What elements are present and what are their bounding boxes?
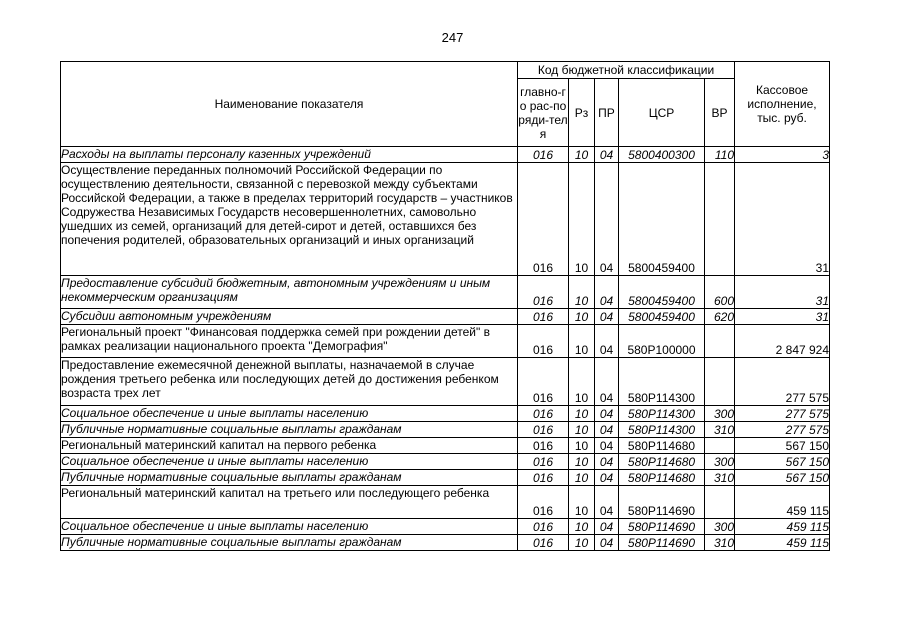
row-rz: 10 <box>569 438 595 454</box>
row-pr: 04 <box>595 519 619 535</box>
row-admin: 016 <box>518 519 569 535</box>
row-name: Осуществление переданных полномочий Российской Федерации по осуществлению деятельности, связанной с перевозкой между субъектами Российской Федерации, а также в пределах территорий государств – участников Содружества Независимых Государств несовершеннолетних, самовольно ушедших из семей, организаций для детей-сирот и детей, оставшихся без попечения родителей, образовательных организаций и иных организаций <box>61 163 518 276</box>
row-name: Региональный материнский капитал на первого ребенка <box>61 438 518 454</box>
row-csr: 580P100000 <box>619 325 705 358</box>
row-amount: 31 <box>735 309 830 325</box>
row-amount: 459 115 <box>735 535 830 551</box>
table-row <box>61 438 830 454</box>
row-admin: 016 <box>518 470 569 486</box>
row-pr: 04 <box>595 325 619 358</box>
row-amount: 3 <box>735 147 830 163</box>
row-admin: 016 <box>518 454 569 470</box>
row-name: Публичные нормативные социальные выплаты гражданам <box>61 470 518 486</box>
row-pr: 04 <box>595 535 619 551</box>
table-row <box>61 454 830 470</box>
row-name: Публичные нормативные социальные выплаты гражданам <box>61 535 518 551</box>
row-admin: 016 <box>518 406 569 422</box>
row-rz: 10 <box>569 535 595 551</box>
row-rz: 10 <box>569 358 595 406</box>
row-pr: 04 <box>595 422 619 438</box>
row-admin: 016 <box>518 486 569 519</box>
row-rz: 10 <box>569 147 595 163</box>
header-indicator-name: Наименование показателя <box>61 62 518 147</box>
row-name: Региональный проект "Финансовая поддержка семей при рождении детей" в рамках реализации национального проекта "Демография" <box>61 325 518 358</box>
row-admin: 016 <box>518 147 569 163</box>
table-row <box>61 519 830 535</box>
header-cash-execution: Кассовое исполнение, тыс. руб. <box>735 62 830 147</box>
row-name: Субсидии автономным учреждениям <box>61 309 518 325</box>
row-pr: 04 <box>595 163 619 276</box>
row-vr <box>705 486 735 519</box>
row-pr: 04 <box>595 486 619 519</box>
table-row <box>61 422 830 438</box>
row-vr <box>705 438 735 454</box>
row-rz: 10 <box>569 470 595 486</box>
row-amount: 31 <box>735 276 830 309</box>
row-csr: 580P114690 <box>619 486 705 519</box>
header-budget-code-group: Код бюджетной классификации <box>518 62 735 79</box>
table-row <box>61 358 830 406</box>
row-vr: 300 <box>705 454 735 470</box>
row-vr: 310 <box>705 535 735 551</box>
row-csr: 580P114690 <box>619 519 705 535</box>
row-csr: 580P114680 <box>619 470 705 486</box>
table-row <box>61 470 830 486</box>
row-csr: 5800400300 <box>619 147 705 163</box>
header-chief-administrator: главно-го рас-поряди-теля <box>518 79 569 147</box>
row-amount: 277 575 <box>735 422 830 438</box>
row-name: Публичные нормативные социальные выплаты гражданам <box>61 422 518 438</box>
row-admin: 016 <box>518 422 569 438</box>
row-pr: 04 <box>595 309 619 325</box>
row-csr: 580P114300 <box>619 422 705 438</box>
row-amount: 567 150 <box>735 470 830 486</box>
row-rz: 10 <box>569 486 595 519</box>
page-number: 247 <box>441 30 464 45</box>
row-vr: 310 <box>705 470 735 486</box>
row-vr: 310 <box>705 422 735 438</box>
table-row <box>61 309 830 325</box>
row-csr: 5800459400 <box>619 309 705 325</box>
row-name: Социальное обеспечение и иные выплаты населению <box>61 519 518 535</box>
table-row <box>61 535 830 551</box>
row-admin: 016 <box>518 276 569 309</box>
row-amount: 567 150 <box>735 454 830 470</box>
row-pr: 04 <box>595 406 619 422</box>
row-vr: 110 <box>705 147 735 163</box>
row-amount: 2 847 924 <box>735 325 830 358</box>
table-row <box>61 276 830 309</box>
row-csr: 580P114680 <box>619 438 705 454</box>
row-rz: 10 <box>569 422 595 438</box>
table-row <box>61 325 830 358</box>
table-row <box>61 406 830 422</box>
row-admin: 016 <box>518 535 569 551</box>
row-pr: 04 <box>595 276 619 309</box>
row-amount: 459 115 <box>735 519 830 535</box>
row-pr: 04 <box>595 147 619 163</box>
row-amount: 567 150 <box>735 438 830 454</box>
row-csr: 580P114680 <box>619 454 705 470</box>
row-admin: 016 <box>518 358 569 406</box>
row-rz: 10 <box>569 163 595 276</box>
row-name: Расходы на выплаты персоналу казенных учреждений <box>61 147 518 163</box>
table-row <box>61 486 830 519</box>
row-admin: 016 <box>518 325 569 358</box>
row-amount: 31 <box>735 163 830 276</box>
row-admin: 016 <box>518 163 569 276</box>
row-rz: 10 <box>569 454 595 470</box>
budget-execution-table <box>60 61 830 551</box>
row-pr: 04 <box>595 358 619 406</box>
row-pr: 04 <box>595 470 619 486</box>
row-name: Предоставление ежемесячной денежной выплаты, назначаемой в случае рождения третьего ребенка или последующих детей до достижения ребенком возраста трех лет <box>61 358 518 406</box>
row-pr: 04 <box>595 454 619 470</box>
row-name: Социальное обеспечение и иные выплаты населению <box>61 454 518 470</box>
row-name: Региональный материнский капитал на третьего или последующего ребенка <box>61 486 518 519</box>
row-csr: 5800459400 <box>619 163 705 276</box>
row-csr: 580P114300 <box>619 358 705 406</box>
row-name: Социальное обеспечение и иные выплаты населению <box>61 406 518 422</box>
row-csr: 580P114300 <box>619 406 705 422</box>
row-rz: 10 <box>569 519 595 535</box>
row-vr: 300 <box>705 519 735 535</box>
row-vr <box>705 358 735 406</box>
row-name: Предоставление субсидий бюджетным, автономным учреждениям и иным некоммерческим организациям <box>61 276 518 309</box>
row-rz: 10 <box>569 309 595 325</box>
row-admin: 016 <box>518 309 569 325</box>
row-rz: 10 <box>569 276 595 309</box>
header-csr: ЦСР <box>619 79 705 147</box>
row-vr: 620 <box>705 309 735 325</box>
header-pr: ПР <box>595 79 619 147</box>
row-amount: 459 115 <box>735 486 830 519</box>
row-vr <box>705 325 735 358</box>
row-vr <box>705 163 735 276</box>
row-vr: 600 <box>705 276 735 309</box>
row-amount: 277 575 <box>735 358 830 406</box>
header-rz: Рз <box>569 79 595 147</box>
table-row <box>61 147 830 163</box>
header-vr: ВР <box>705 79 735 147</box>
row-admin: 016 <box>518 438 569 454</box>
table-row <box>61 163 830 276</box>
row-vr: 300 <box>705 406 735 422</box>
row-csr: 5800459400 <box>619 276 705 309</box>
row-pr: 04 <box>595 438 619 454</box>
row-rz: 10 <box>569 325 595 358</box>
row-rz: 10 <box>569 406 595 422</box>
row-csr: 580P114690 <box>619 535 705 551</box>
row-amount: 277 575 <box>735 406 830 422</box>
